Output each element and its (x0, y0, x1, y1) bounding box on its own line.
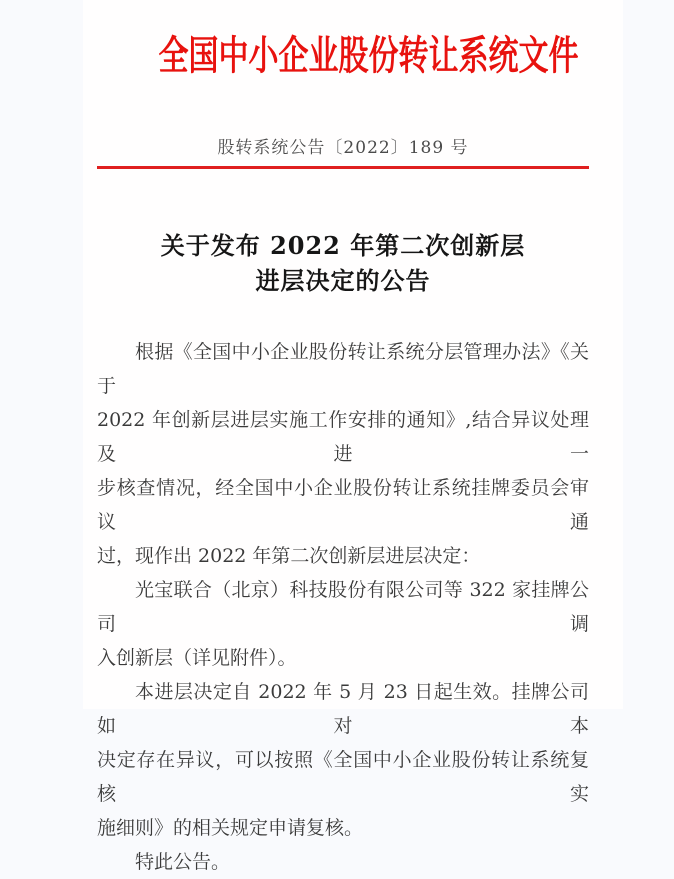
body-line: 特此公告。 (135, 851, 231, 873)
document-page (83, 0, 623, 873)
announcement-title-line1: 关于发布 2022 年第二次创新层 (160, 231, 526, 260)
body-line: 2022 年创新层进层实施工作安排的通知》,结合异议处理及进一 (97, 409, 589, 465)
announcement-title-line2: 进层决定的公告 (255, 266, 431, 295)
announcement-body (97, 335, 589, 879)
body-line: 光宝联合（北京）科技股份有限公司等 322 家挂牌公司调 (97, 579, 589, 635)
body-line: 决定存在异议，可以按照《全国中小企业股份转让系统复核实 (97, 749, 589, 805)
body-line: 施细则》的相关规定申请复核。 (97, 817, 364, 839)
body-line: 入创新层（详见附件）。 (97, 647, 297, 669)
body-line: 过，现作出 2022 年第二次创新层进层决定： (97, 545, 481, 567)
body-line: 根据《全国中小企业股份转让系统分层管理办法》《关于 (97, 341, 589, 397)
announcement-title (97, 228, 589, 298)
body-line: 步核查情况，经全国中小企业股份转让系统挂牌委员会审议通 (97, 477, 589, 533)
doc-number: 股转系统公告〔2022〕189 号 (217, 138, 469, 158)
red-rule-divider (97, 166, 589, 169)
body-line: 本进层决定自 2022 年 5 月 23 日起生效。挂牌公司如对本 (97, 681, 589, 737)
org-title: 全国中小企业股份转让系统文件 (158, 32, 579, 79)
